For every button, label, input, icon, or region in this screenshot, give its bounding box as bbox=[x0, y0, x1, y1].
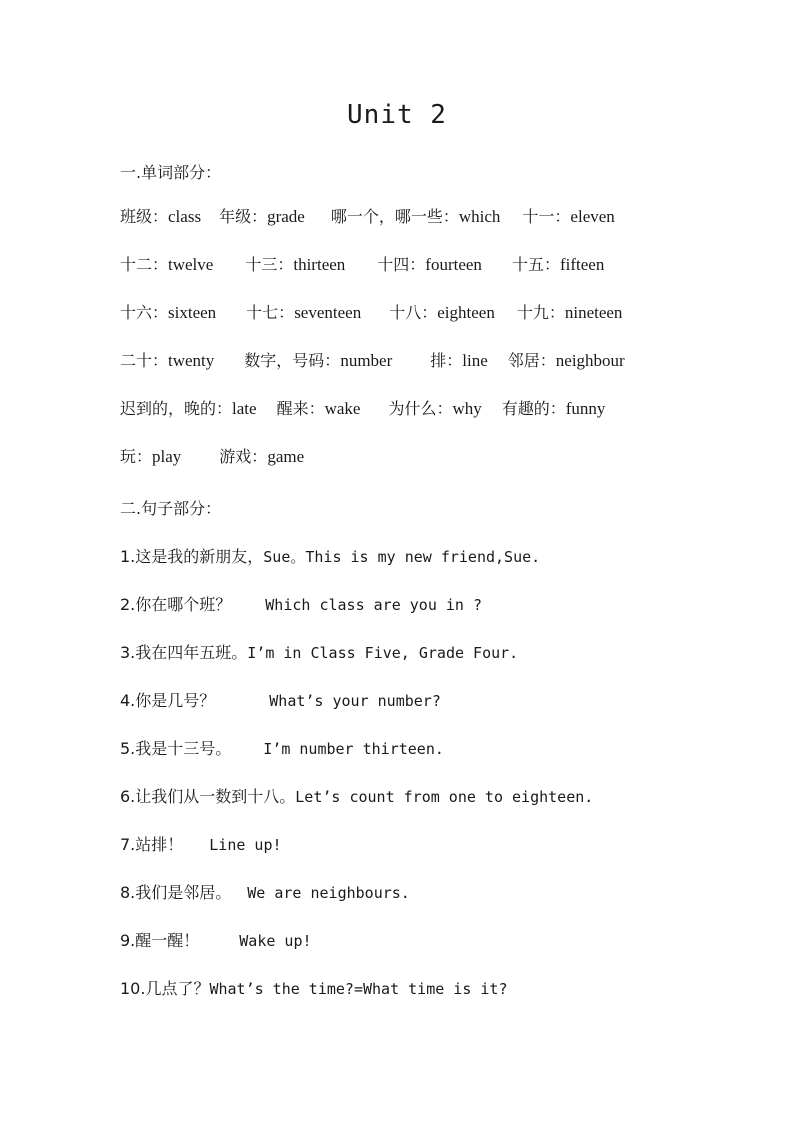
vocab-zh: 十九： bbox=[516, 303, 565, 322]
vocab-zh: 十三： bbox=[245, 255, 294, 274]
sentence-zh: 9.醒一醒！ bbox=[120, 931, 200, 950]
sentence-line bbox=[120, 930, 312, 952]
vocab-zh: 有趣的： bbox=[501, 399, 566, 418]
vocab-zh: 醒来： bbox=[276, 399, 325, 418]
sentence-line bbox=[120, 882, 410, 904]
sentence-line bbox=[120, 834, 282, 856]
vocab-zh: 十八： bbox=[389, 303, 438, 322]
sentence-line bbox=[120, 546, 540, 568]
vocab-row bbox=[120, 350, 625, 372]
vocab-en: twenty bbox=[168, 351, 215, 370]
vocab-zh: 班级： bbox=[120, 207, 169, 226]
vocab-en: which bbox=[458, 207, 501, 226]
vocab-en: grade bbox=[267, 207, 305, 226]
vocab-zh: 十一： bbox=[522, 207, 571, 226]
vocab-en: neighbour bbox=[555, 351, 625, 370]
vocab-zh: 十五： bbox=[511, 255, 560, 274]
vocab-en: funny bbox=[565, 399, 606, 418]
sentence-en: Sue。This is my new friend,Sue. bbox=[263, 548, 541, 566]
sentence-zh: 7.站排！ bbox=[120, 835, 184, 854]
sentence-en: Line up! bbox=[209, 836, 282, 854]
sentence-zh: 6.让我们从一数到十八。 bbox=[120, 787, 296, 806]
vocab-en: seventeen bbox=[294, 303, 362, 322]
sentence-en: What’s the time?=What time is it? bbox=[209, 980, 508, 998]
sentence-zh: 4.你是几号？ bbox=[120, 691, 216, 710]
vocab-en: nineteen bbox=[564, 303, 623, 322]
sentence-zh: 1.这是我的新朋友， bbox=[120, 547, 264, 566]
vocab-zh: 迟到的，晚的： bbox=[120, 399, 233, 418]
sentence-zh: 5.我是十三号。 bbox=[120, 739, 232, 758]
vocab-zh: 排： bbox=[430, 351, 463, 370]
vocab-zh: 十四： bbox=[377, 255, 426, 274]
sentence-en: I’m number thirteen. bbox=[263, 740, 444, 758]
sentence-line bbox=[120, 594, 482, 616]
sentence-line bbox=[120, 690, 441, 712]
vocab-en: thirteen bbox=[293, 255, 346, 274]
vocab-en: class bbox=[168, 207, 202, 226]
vocab-zh: 十六： bbox=[120, 303, 169, 322]
sentence-line bbox=[120, 738, 444, 760]
vocab-row bbox=[120, 446, 304, 468]
vocab-zh: 玩： bbox=[120, 447, 153, 466]
vocab-zh: 二十： bbox=[120, 351, 169, 370]
sentence-zh: 3.我在四年五班。 bbox=[120, 643, 248, 662]
vocab-en: why bbox=[452, 399, 482, 418]
vocab-row bbox=[120, 302, 622, 324]
vocab-en: sixteen bbox=[168, 303, 217, 322]
vocab-en: fifteen bbox=[559, 255, 605, 274]
sentence-line bbox=[120, 978, 507, 1000]
sentence-en: Which class are you in ? bbox=[265, 596, 483, 614]
vocab-zh: 为什么： bbox=[388, 399, 453, 418]
vocab-en: eighteen bbox=[437, 303, 495, 322]
section-heading-vocabulary: 一.单词部分： bbox=[120, 163, 222, 182]
sentence-en: What’s your number? bbox=[269, 692, 441, 710]
vocab-zh: 哪一个，哪一些： bbox=[330, 207, 459, 226]
vocab-zh: 十二： bbox=[120, 255, 169, 274]
sentence-en: Wake up! bbox=[239, 932, 312, 950]
sentence-line bbox=[120, 786, 593, 808]
page-title: Unit 2 bbox=[347, 100, 447, 130]
vocab-en: number bbox=[340, 351, 393, 370]
vocab-row bbox=[120, 254, 604, 276]
vocab-en: play bbox=[152, 447, 182, 466]
vocab-row bbox=[120, 398, 605, 420]
vocab-zh: 年级： bbox=[219, 207, 268, 226]
section-heading-sentences: 二.句子部分： bbox=[120, 499, 222, 518]
vocab-en: line bbox=[462, 351, 488, 370]
vocab-row bbox=[120, 206, 615, 228]
sentence-zh: 2.你在哪个班？ bbox=[120, 595, 232, 614]
vocab-en: fourteen bbox=[425, 255, 482, 274]
vocab-zh: 游戏： bbox=[219, 447, 268, 466]
sentence-en: Let’s count from one to eighteen. bbox=[295, 788, 594, 806]
vocab-zh: 邻居： bbox=[507, 351, 556, 370]
sentence-zh: 10.几点了？ bbox=[120, 979, 210, 998]
vocab-en: late bbox=[232, 399, 257, 418]
vocab-en: wake bbox=[324, 399, 361, 418]
vocab-en: eleven bbox=[570, 207, 615, 226]
sentence-en: We are neighbours. bbox=[247, 884, 410, 902]
vocab-zh: 数字，号码： bbox=[244, 351, 341, 370]
vocab-zh: 十七： bbox=[246, 303, 295, 322]
sentence-en: I’m in Class Five, Grade Four. bbox=[247, 644, 519, 662]
vocab-en: game bbox=[267, 447, 305, 466]
vocab-en: twelve bbox=[168, 255, 214, 274]
sentence-line bbox=[120, 642, 518, 664]
sentence-zh: 8.我们是邻居。 bbox=[120, 883, 232, 902]
